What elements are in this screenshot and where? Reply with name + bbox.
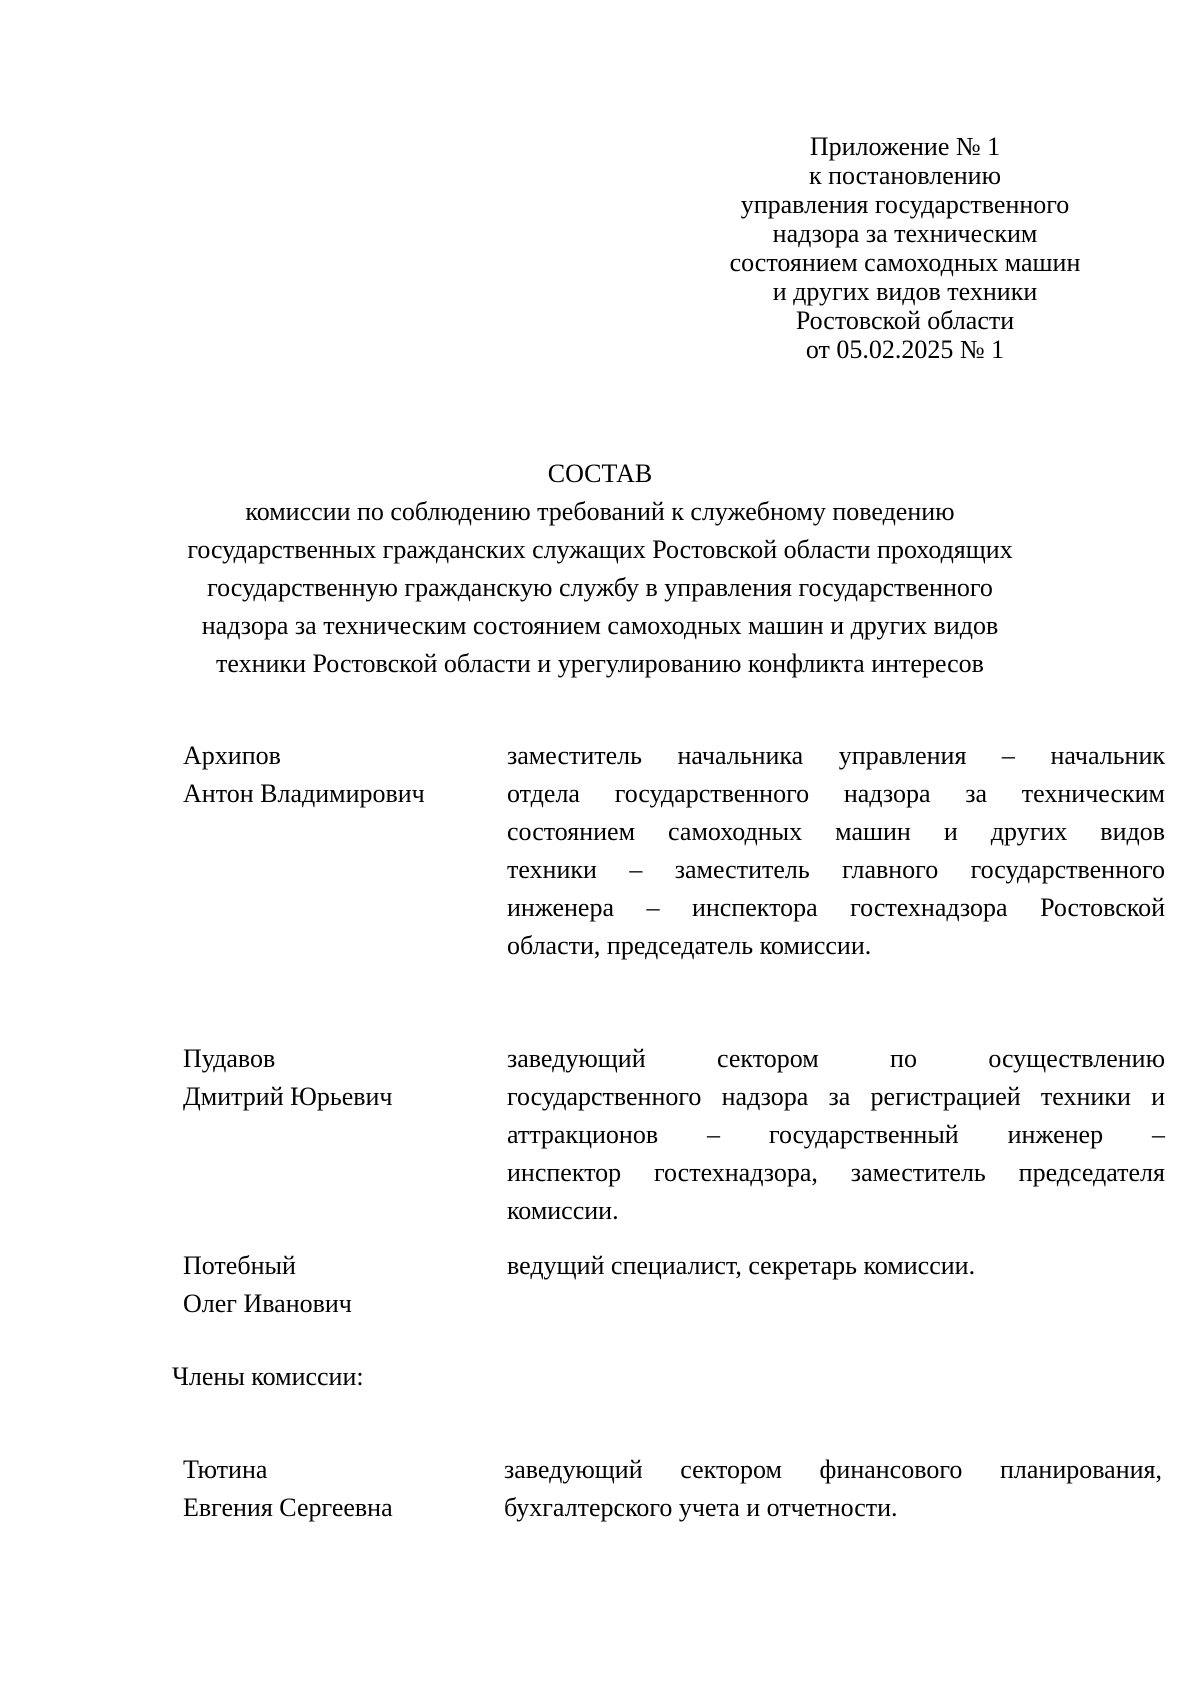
member-surname: Потебный [183,1251,296,1280]
member-name [183,1247,483,1323]
member-name [183,1451,483,1527]
member-given-names: Евгения Сергеевна [183,1493,393,1522]
title-line: техники Ростовской области и урегулированию конфликта интересов [216,649,984,678]
appendix-line: Приложение № 1 [809,132,1001,161]
role-line: аттракционов – государственный инженер – [507,1120,1165,1149]
role-line: заместитель начальника управления – начальник [507,741,1165,770]
role-line: бухгалтерского учета и отчетности. [504,1493,898,1522]
role-line: инспектор гостехнадзора, заместитель председателя [507,1158,1165,1187]
title-line: комиссии по соблюдению требований к служебному поведению [245,497,955,526]
title-line: государственную гражданскую службу в управления государственного [207,573,993,602]
title-line: государственных гражданских служащих Ростовской области проходящих [187,535,1013,564]
title-caption: СОСТАВ [547,459,653,488]
appendix-block [650,132,1160,364]
role-line: ведущий специалист, секретарь комиссии. [507,1251,976,1280]
appendix-line: Ростовской области [795,306,1015,335]
member-given-names: Антон Владимирович [183,779,425,808]
member-role [504,1451,1162,1527]
appendix-line: от 05.02.2025 № 1 [805,335,1005,364]
members-heading: Члены комиссии: [172,1362,364,1391]
member-given-names: Олег Иванович [183,1289,352,1318]
appendix-line: надзора за техническим [772,219,1038,248]
title-block [150,455,1050,683]
role-line: государственного надзора за регистрацией техники и [507,1082,1165,1111]
appendix-line: и других видов техники [772,277,1038,306]
member-surname: Тютина [183,1455,268,1484]
member-name [183,737,483,813]
title-line: надзора за техническим состоянием самоходных машин и других видов [201,611,999,640]
member-role [507,737,1165,965]
role-line: техники – заместитель главного государственного [507,855,1165,884]
appendix-line: состоянием самоходных машин [729,248,1081,277]
appendix-line: управления государственного [740,190,1070,219]
member-surname: Пудавов [183,1044,276,1073]
member-role [507,1040,1165,1230]
member-role [507,1247,1165,1285]
role-line: инженера – инспектора гостехнадзора Ростовской [507,893,1165,922]
role-line: заведующий сектором финансового планирования, [504,1455,1162,1484]
member-name [183,1040,483,1116]
role-line: отдела государственного надзора за техническим [507,779,1165,808]
member-surname: Архипов [183,741,281,770]
role-line: области, председатель комиссии. [507,931,872,960]
role-line: заведующий сектором по осуществлению [507,1044,1165,1073]
role-line: состоянием самоходных машин и других видов [507,817,1165,846]
appendix-line: к постановлению [808,161,1002,190]
role-line: комиссии. [507,1196,619,1225]
member-given-names: Дмитрий Юрьевич [183,1082,393,1111]
